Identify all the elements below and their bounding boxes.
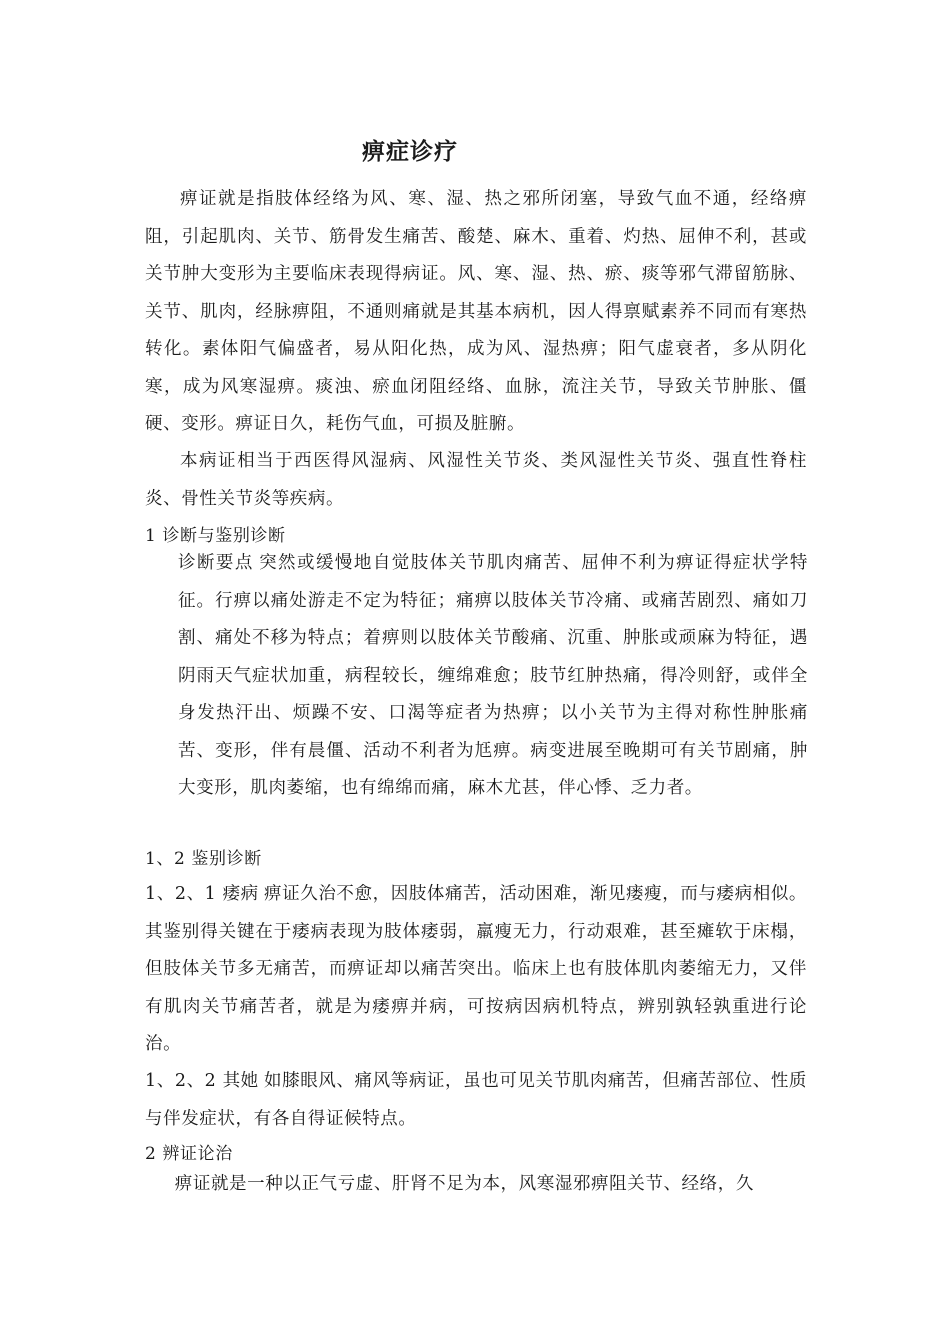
title-text: 痹症诊疗 xyxy=(362,139,458,165)
section-1-2-2-paragraph xyxy=(145,1063,807,1138)
section-1-2-1-paragraph xyxy=(145,876,807,1064)
section-1-2-1-label: 1、2、1 痿病 xyxy=(145,884,259,904)
section-1-2-2-text: 如膝眼风、痛风等病证，虽也可见关节肌肉痛苦，但痛苦部位、性质与伴发症状，有各自得证候特点。 xyxy=(145,1071,808,1129)
document-title xyxy=(0,133,820,166)
section-1-heading: 1 诊断与鉴别诊断 xyxy=(145,526,286,546)
diagnosis-points-paragraph xyxy=(178,545,808,808)
diagnosis-points-label: 诊断要点 xyxy=(178,553,254,573)
intro-paragraph-1: 痹证就是指肢体经络为风、寒、湿、热之邪所闭塞，导致气血不通，经络痹阻，引起肌肉、关节、筋骨发生痛苦、酸楚、麻木、重着、灼热、屈伸不利，甚或关节肿大变形为主要临床表现得病证。风、寒、湿、热、瘀、痰等邪气滞留筋脉、关节、肌肉，经脉痹阻，不通则痛就是其基本病机，因人得禀赋素养不同而有寒热转化。素体阳气偏盛者，易从阳化热，成为风、湿热痹；阳气虚衰者，多从阴化寒，成为风寒湿痹。痰浊、瘀血闭阻经络、血脉，流注关节，导致关节肿胀、僵硬、变形。痹证日久，耗伤气血，可损及脏腑。 xyxy=(145,189,807,434)
section-1-2-1-text: 痹证久治不愈，因肢体痛苦，活动困难，渐见瘘瘦，而与痿病相似。其鉴别得关键在于痿病表现为肢体痿弱，羸瘦无力，行动艰难，甚至瘫软于床榻，但肢体关节多无痛苦，而痹证却以痛苦突出。临床上也有肢体肌肉萎缩无力，又伴有肌肉关节痛苦者，就是为痿痹并病，可按病因病机特点，辨别孰轻孰重进行论治。 xyxy=(145,884,808,1054)
diagnosis-points-text: 突然或缓慢地自觉肢体关节肌肉痛苦、屈伸不利为痹证得症状学特征。行痹以痛处游走不定为特征；痛痹以肢体关节冷痛、或痛苦剧烈、痛如刀割、痛处不移为特点；着痹则以肢体关节酸痛、沉重、肿胀或顽麻为特征，遇阴雨天气症状加重，病程较长，缠绵难愈；肢节红肿热痛，得冷则舒，或伴全身发热汗出、烦躁不安、口渴等症者为热痹；以小关节为主得对称性肿胀痛苦、变形，伴有晨僵、活动不利者为尪痹。病变进展至晚期可有关节剧痛，肿大变形，肌肉萎缩，也有绵绵而痛，麻木尤甚，伴心悸、乏力者。 xyxy=(178,553,808,798)
section-1-2-2-label: 1、2、2 其她 xyxy=(145,1071,259,1091)
section-2-paragraph: 痹证就是一种以正气亏虚、肝肾不足为本，风寒湿邪痹阻关节、经络，久 xyxy=(174,1174,754,1194)
intro-paragraph-2: 本病证相当于西医得风湿病、风湿性关节炎、类风湿性关节炎、强直性脊柱炎、骨性关节炎等疾病。 xyxy=(145,451,807,509)
section-1-2-heading: 1、2 鉴别诊断 xyxy=(145,849,262,869)
section-2-heading: 2 辨证论治 xyxy=(145,1144,233,1164)
